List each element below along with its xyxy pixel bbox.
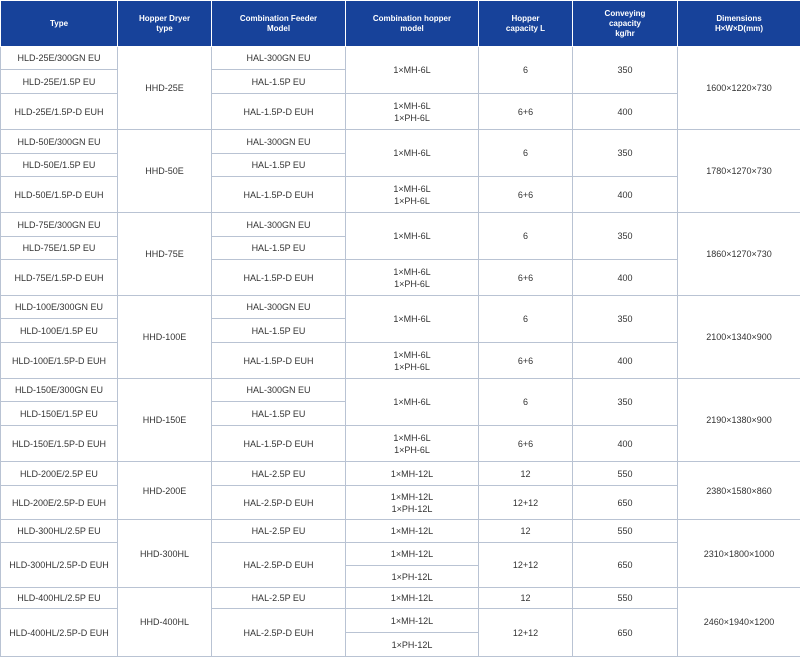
conveying-capacity-cell: 400: [573, 260, 678, 296]
conveying-capacity-cell: 350: [573, 130, 678, 177]
table-row: [1, 379, 800, 402]
conveying-capacity-cell: 650: [573, 543, 678, 588]
type-cell: HLD-150E/1.5P EU: [1, 402, 118, 426]
type-cell: HLD-150E/300GN EU: [1, 379, 118, 402]
dimensions-cell: 1780×1270×730: [678, 130, 800, 213]
feeder-model-cell: HAL-2.5P EU: [212, 462, 346, 486]
type-cell: HLD-25E/1.5P-D EUH: [1, 94, 118, 130]
feeder-model-cell: HAL-300GN EU: [212, 296, 346, 319]
hopper-capacity-cell: 6+6: [479, 343, 573, 379]
hopper-capacity-cell: 6: [479, 130, 573, 177]
conveying-capacity-cell: 650: [573, 609, 678, 657]
hopper-capacity-cell: 6: [479, 47, 573, 94]
table-row: [1, 296, 800, 319]
hopper-capacity-cell: 6+6: [479, 177, 573, 213]
hopper-model-cell: 1×MH-12L 1×PH-12L: [346, 486, 479, 520]
conveying-capacity-cell: 550: [573, 462, 678, 486]
header-type: Type: [1, 1, 118, 47]
type-cell: HLD-150E/1.5P-D EUH: [1, 426, 118, 462]
dryer-type-cell: HHD-75E: [118, 213, 212, 296]
table-row: [1, 130, 800, 154]
dimensions-cell: 1860×1270×730: [678, 213, 800, 296]
dimensions-cell: 2100×1340×900: [678, 296, 800, 379]
type-cell: HLD-50E/300GN EU: [1, 130, 118, 154]
hopper-model-cell: 1×MH-12L: [346, 520, 479, 543]
feeder-model-cell: HAL-1.5P-D EUH: [212, 177, 346, 213]
hopper-model-cell: 1×MH-12L: [346, 588, 479, 609]
dimensions-cell: 2190×1380×900: [678, 379, 800, 462]
hopper-model-cell: 1×MH-6L 1×PH-6L: [346, 343, 479, 379]
type-cell: HLD-200E/2.5P EU: [1, 462, 118, 486]
table-header: [1, 1, 800, 47]
hopper-model-cell: 1×MH-12L: [346, 462, 479, 486]
type-cell: HLD-400HL/2.5P-D EUH: [1, 609, 118, 657]
feeder-model-cell: HAL-2.5P-D EUH: [212, 543, 346, 588]
dryer-type-cell: HHD-150E: [118, 379, 212, 462]
dryer-type-cell: HHD-300HL: [118, 520, 212, 588]
type-cell: HLD-100E/1.5P EU: [1, 319, 118, 343]
hopper-model-cell: 1×MH-6L: [346, 379, 479, 426]
hopper-model-cell: 1×PH-12L: [346, 566, 479, 588]
type-cell: HLD-50E/1.5P-D EUH: [1, 177, 118, 213]
type-cell: HLD-400HL/2.5P EU: [1, 588, 118, 609]
conveying-capacity-cell: 400: [573, 94, 678, 130]
hopper-model-cell: 1×MH-6L: [346, 213, 479, 260]
type-cell: HLD-300HL/2.5P-D EUH: [1, 543, 118, 588]
hopper-model-cell: 1×MH-6L 1×PH-6L: [346, 94, 479, 130]
header-conveying-capacity: Conveying capacity kg/hr: [573, 1, 678, 47]
feeder-model-cell: HAL-300GN EU: [212, 379, 346, 402]
hopper-model-cell: 1×MH-6L: [346, 296, 479, 343]
hopper-capacity-cell: 6+6: [479, 260, 573, 296]
dryer-type-cell: HHD-100E: [118, 296, 212, 379]
feeder-model-cell: HAL-1.5P EU: [212, 154, 346, 177]
header-row: [1, 1, 800, 47]
hopper-capacity-cell: 12: [479, 588, 573, 609]
header-hopper-model: Combination hopper model: [346, 1, 479, 47]
feeder-model-cell: HAL-2.5P EU: [212, 520, 346, 543]
dimensions-cell: 2310×1800×1000: [678, 520, 800, 588]
hopper-capacity-cell: 12+12: [479, 609, 573, 657]
type-cell: HLD-75E/1.5P-D EUH: [1, 260, 118, 296]
hopper-model-cell: 1×PH-12L: [346, 633, 479, 657]
feeder-model-cell: HAL-1.5P-D EUH: [212, 260, 346, 296]
type-cell: HLD-25E/1.5P EU: [1, 70, 118, 94]
conveying-capacity-cell: 400: [573, 177, 678, 213]
hopper-capacity-cell: 12+12: [479, 486, 573, 520]
feeder-model-cell: HAL-1.5P EU: [212, 70, 346, 94]
dryer-type-cell: HHD-25E: [118, 47, 212, 130]
hopper-capacity-cell: 6+6: [479, 94, 573, 130]
hopper-capacity-cell: 6+6: [479, 426, 573, 462]
feeder-model-cell: HAL-300GN EU: [212, 213, 346, 237]
header-dryer-type: Hopper Dryer type: [118, 1, 212, 47]
feeder-model-cell: HAL-2.5P-D EUH: [212, 486, 346, 520]
conveying-capacity-cell: 350: [573, 296, 678, 343]
conveying-capacity-cell: 650: [573, 486, 678, 520]
feeder-model-cell: HAL-300GN EU: [212, 47, 346, 70]
type-cell: HLD-25E/300GN EU: [1, 47, 118, 70]
type-cell: HLD-300HL/2.5P EU: [1, 520, 118, 543]
table-body: [1, 47, 800, 657]
type-cell: HLD-75E/1.5P EU: [1, 237, 118, 260]
hopper-model-cell: 1×MH-6L 1×PH-6L: [346, 260, 479, 296]
table-row: [1, 47, 800, 70]
header-feeder-model: Combination Feeder Model: [212, 1, 346, 47]
type-cell: HLD-75E/300GN EU: [1, 213, 118, 237]
conveying-capacity-cell: 400: [573, 426, 678, 462]
hopper-capacity-cell: 6: [479, 379, 573, 426]
type-cell: HLD-50E/1.5P EU: [1, 154, 118, 177]
conveying-capacity-cell: 550: [573, 520, 678, 543]
hopper-capacity-cell: 12+12: [479, 543, 573, 588]
dimensions-cell: 1600×1220×730: [678, 47, 800, 130]
feeder-model-cell: HAL-2.5P-D EUH: [212, 609, 346, 657]
table-row: [1, 588, 800, 609]
hopper-model-cell: 1×MH-6L: [346, 130, 479, 177]
feeder-model-cell: HAL-1.5P EU: [212, 402, 346, 426]
conveying-capacity-cell: 350: [573, 379, 678, 426]
conveying-capacity-cell: 400: [573, 343, 678, 379]
feeder-model-cell: HAL-1.5P EU: [212, 319, 346, 343]
conveying-capacity-cell: 350: [573, 47, 678, 94]
feeder-model-cell: HAL-2.5P EU: [212, 588, 346, 609]
type-cell: HLD-200E/2.5P-D EUH: [1, 486, 118, 520]
table-row: [1, 462, 800, 486]
feeder-model-cell: HAL-1.5P-D EUH: [212, 94, 346, 130]
hopper-capacity-cell: 12: [479, 520, 573, 543]
feeder-model-cell: HAL-300GN EU: [212, 130, 346, 154]
conveying-capacity-cell: 550: [573, 588, 678, 609]
table-row: [1, 520, 800, 543]
type-cell: HLD-100E/300GN EU: [1, 296, 118, 319]
dimensions-cell: 2460×1940×1200: [678, 588, 800, 657]
dryer-type-cell: HHD-200E: [118, 462, 212, 520]
hopper-model-cell: 1×MH-12L: [346, 609, 479, 633]
conveying-capacity-cell: 350: [573, 213, 678, 260]
type-cell: HLD-100E/1.5P-D EUH: [1, 343, 118, 379]
dryer-type-cell: HHD-400HL: [118, 588, 212, 657]
hopper-capacity-cell: 6: [479, 213, 573, 260]
feeder-model-cell: HAL-1.5P EU: [212, 237, 346, 260]
hopper-model-cell: 1×MH-6L 1×PH-6L: [346, 426, 479, 462]
table-row: [1, 213, 800, 237]
hopper-capacity-cell: 12: [479, 462, 573, 486]
hopper-model-cell: 1×MH-6L 1×PH-6L: [346, 177, 479, 213]
feeder-model-cell: HAL-1.5P-D EUH: [212, 426, 346, 462]
hopper-capacity-cell: 6: [479, 296, 573, 343]
dryer-type-cell: HHD-50E: [118, 130, 212, 213]
header-dimensions: Dimensions H×W×D(mm): [678, 1, 800, 47]
dimensions-cell: 2380×1580×860: [678, 462, 800, 520]
hopper-model-cell: 1×MH-12L: [346, 543, 479, 566]
feeder-model-cell: HAL-1.5P-D EUH: [212, 343, 346, 379]
header-hopper-capacity: Hopper capacity L: [479, 1, 573, 47]
hopper-model-cell: 1×MH-6L: [346, 47, 479, 94]
